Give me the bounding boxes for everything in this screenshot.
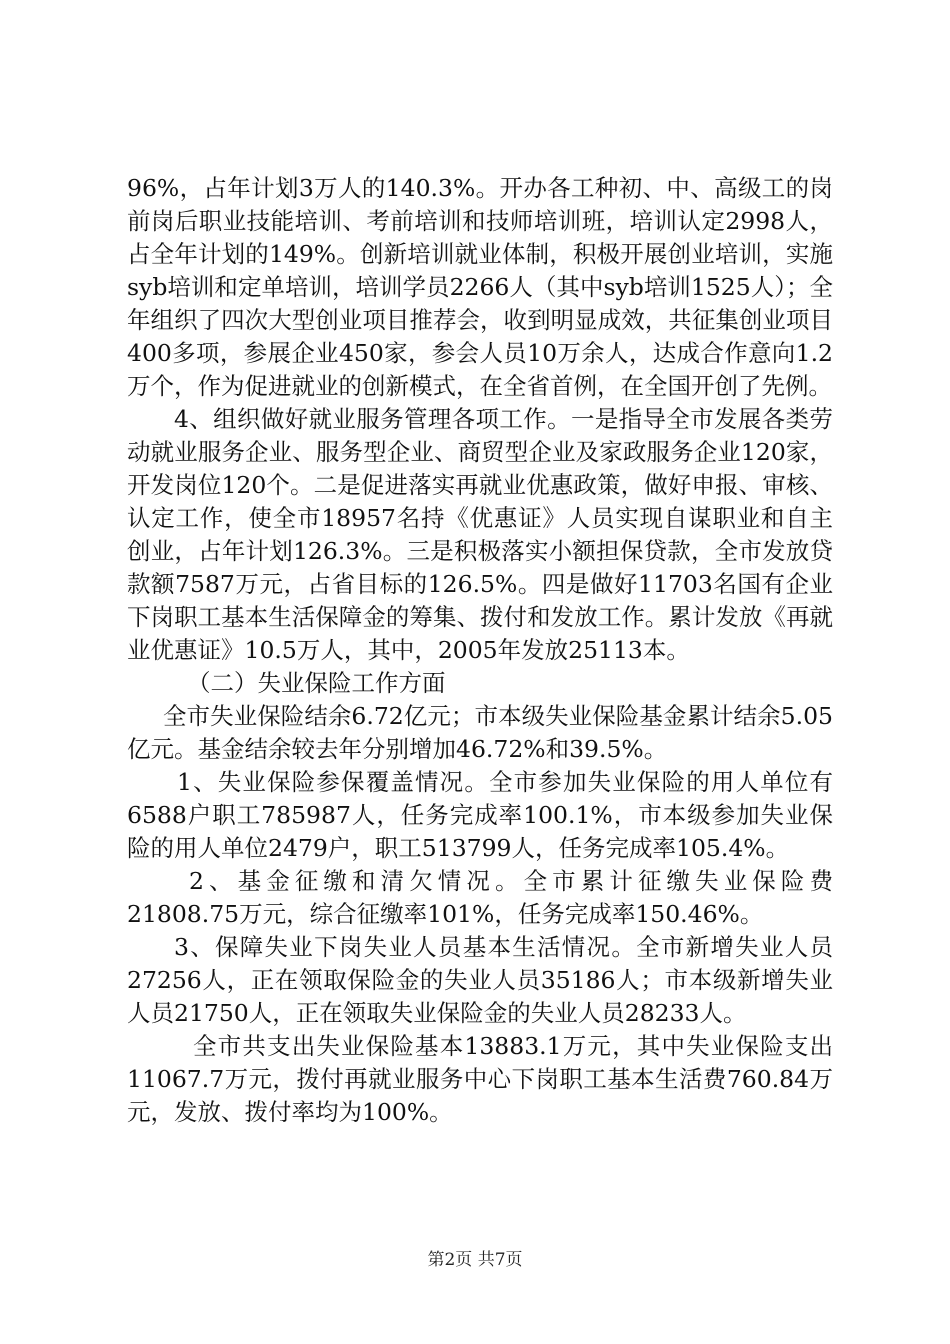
section-heading-unemployment-insurance: （二）失业保险工作方面 (187, 669, 446, 697)
page-number-footer: 第2页 共7页 (427, 1250, 523, 1270)
paragraph-insurance-expenditure: 全市共支出失业保险基本13883.1万元，其中失业保险支出11067.7万元，拨付再就业服务中心下岗职工基本生活费760.84万元，发放、拨付率均为100%。 (127, 1032, 833, 1126)
paragraph-insurance-coverage: 1、失业保险参保覆盖情况。全市参加失业保险的用人单位有6588户职工785987人，任务完成率100.1%，市本级参加失业保险的用人单位2479户，职工513799人，任务完成率105.4%。 (127, 768, 833, 862)
paragraph-employment-services: 4、组织做好就业服务管理各项工作。一是指导全市发展各类劳动就业服务企业、服务型企业、商贸型企业及家政服务企业120家，开发岗位120个。二是促进落实再就业优惠政策，做好申报、审核、认定工作，使全市18957名持《优惠证》人员实现自谋职业和自主创业，占年计划126.3%。三是积极落实小额担保贷款，全市发放贷款额7587万元，占省目标的126.5%。四是做好11703名国有企业下岗职工基本生活保障金的筹集、拨付和发放工作。累计发放《再就业优惠证》10.5万人，其中，2005年发放25113本。 (127, 405, 833, 664)
document-body (127, 172, 833, 1129)
paragraph-fund-collection: 2、基金征缴和清欠情况。全市累计征缴失业保险费21808.75万元，综合征缴率101%，任务完成率150.46%。 (127, 867, 833, 928)
paragraph-training-results: 96%，占年计划3万人的140.3%。开办各工种初、中、高级工的岗前岗后职业技能培训、考前培训和技师培训班，培训认定2998人，占全年计划的149%。创新培训就业体制，积极开展创业培训，实施syb培训和定单培训，培训学员2266人（其中syb培训1525人）；全年组织了四次大型创业项目推荐会，收到明显成效，共征集创业项目400多项，参展企业450家，参会人员10万余人，达成合作意向1.2万个，作为促进就业的创新模式，在全省首例，在全国开创了先例。 (127, 174, 833, 400)
paragraph-insurance-balance: 全市失业保险结余6.72亿元；市本级失业保险基金累计结余5.05亿元。基金结余较去年分别增加46.72%和39.5%。 (127, 702, 833, 763)
paragraph-basic-living-security: 3、保障失业下岗失业人员基本生活情况。全市新增失业人员27256人，正在领取保险金的失业人员35186人；市本级新增失业人员21750人，正在领取失业保险金的失业人员28233人。 (127, 933, 833, 1027)
